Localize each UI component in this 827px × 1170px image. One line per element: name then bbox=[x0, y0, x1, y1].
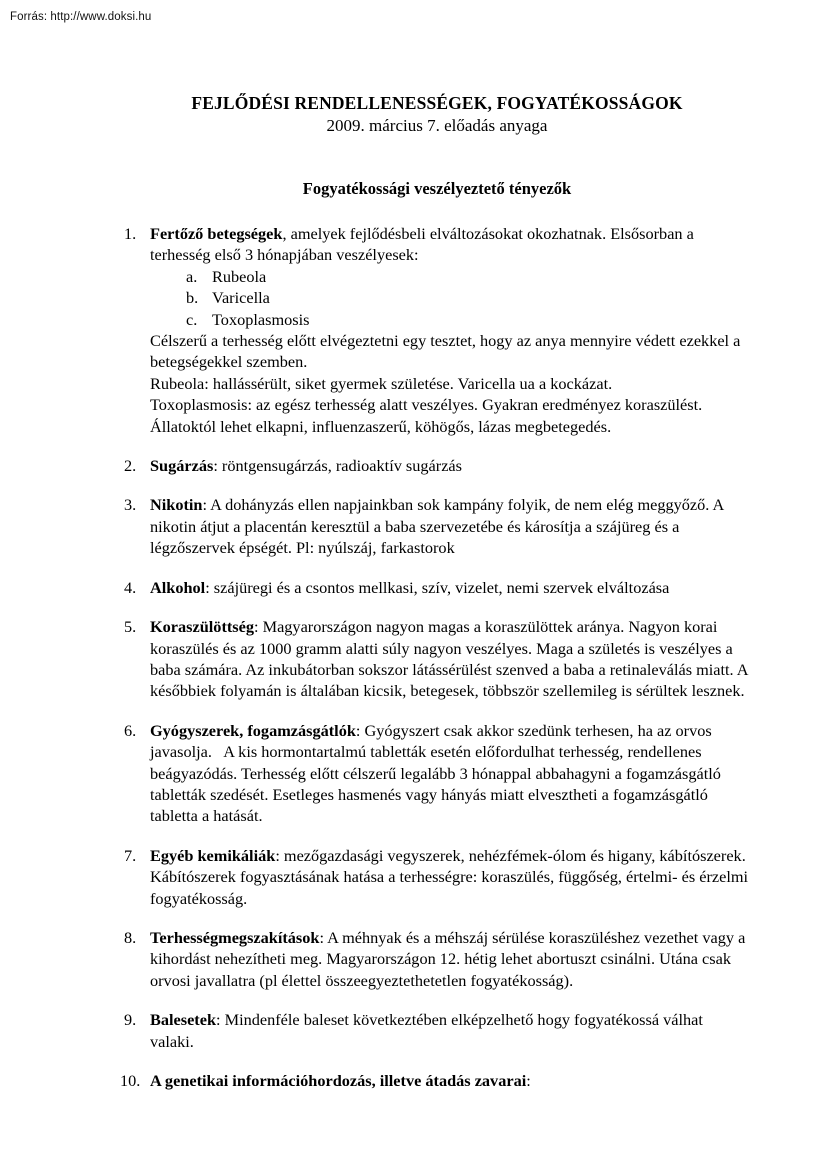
list-item-text: : szájüregi és a csontos mellkasi, szív, vizelet, nemi szervek elváltozása bbox=[205, 577, 670, 597]
list-item-number: 1. bbox=[124, 224, 137, 243]
list-item-number: 10. bbox=[120, 1071, 141, 1090]
list-item bbox=[124, 720, 750, 827]
sub-list-item bbox=[186, 266, 750, 287]
list-item-lead: Sugárzás bbox=[150, 456, 214, 476]
list-item-lead: Koraszülöttség bbox=[150, 617, 254, 637]
list-item-paragraph: Rubeola: hallássérült, siket gyermek születése. Varicella ua a kockázat. bbox=[150, 373, 613, 393]
sub-list-item-marker: c. bbox=[186, 309, 198, 329]
sub-list-item-marker: a. bbox=[186, 266, 198, 286]
list-item-number: 8. bbox=[124, 927, 137, 947]
list-item-lead: Egyéb kemikáliák bbox=[150, 845, 276, 865]
list-item bbox=[124, 927, 750, 991]
sub-list-item bbox=[186, 309, 750, 330]
source-url-header: Forrás: http://www.doksi.hu bbox=[10, 11, 152, 23]
list-item-lead: Nikotin bbox=[150, 495, 203, 515]
list-item-paragraph: Célszerű a terhesség előtt elvégeztetni egy tesztet, hogy az anya mennyire védett ezekkel a betegségekkel szemben. bbox=[150, 331, 741, 372]
list-item bbox=[124, 494, 750, 558]
list-item-lead: A genetikai információhordozás, illetve átadás zavarai bbox=[150, 1071, 527, 1090]
sub-list-item-label: Varicella bbox=[212, 288, 270, 308]
list-item-lead: Terhességmegszakítások bbox=[150, 927, 320, 947]
list-item-number: 6. bbox=[124, 720, 137, 740]
page-subtitle: 2009. március 7. előadás anyaga bbox=[326, 116, 548, 135]
list-item-text: : Mindenféle baleset következtében elképzelhető hogy fogyatékossá válhat valaki. bbox=[150, 1010, 703, 1051]
risk-factor-list bbox=[120, 200, 750, 1091]
sub-list-item-marker: b. bbox=[186, 288, 199, 308]
list-item-paragraph: Toxoplasmosis: az egész terhesség alatt veszélyes. Gyakran eredményez koraszülést. Állatoktól lehet elkapni, influenzaszerű, köhögős, lázas megbetegedés. bbox=[150, 395, 703, 436]
list-item-number: 2. bbox=[124, 456, 137, 476]
page-title: FEJLŐDÉSI RENDELLENESSÉGEK, FOGYATÉKOSSÁGOK bbox=[191, 93, 683, 113]
list-item-text: : Magyarországon nagyon magas a koraszülöttek aránya. Nagyon korai koraszülés és az 1000 gramm alatti súly nagyon veszélyes. Maga a születés is veszélyes a baba számára. Az inkubátorban sokszor látássérülést szenved a baba a retinaleválás miatt. A későbbiek folyamán is általában kicsik, betegesek, többször szellemileg is sérültek lesznek. bbox=[150, 617, 748, 701]
list-item-lead: Fertőző betegségek bbox=[150, 224, 283, 243]
list-item-text: : A dohányzás ellen napjainkban sok kampány folyik, de nem elég meggyőző. A nikotin átjut a placentán keresztül a baba szervezetébe és károsítja a szájüreg és a légzőszervek épségét. Pl: nyúlszáj, farkastorok bbox=[150, 495, 724, 558]
list-item-lead: Alkohol bbox=[150, 577, 206, 597]
list-item-text: : A méhnyak és a méhszáj sérülése koraszüléshez vezethet vagy a kihordást nehezítheti meg. Magyarországon 12. hétig lehet abortuszt csinálni. Utána csak orvosi javallatra (pl élettel összeegyeztethetetlen fogyatékosság). bbox=[150, 927, 746, 990]
list-item-number: 3. bbox=[124, 495, 137, 515]
list-item bbox=[124, 616, 750, 702]
list-item-text: : röntgensugárzás, radioaktív sugárzás bbox=[213, 456, 462, 476]
list-item-number: 4. bbox=[124, 577, 137, 597]
sub-list bbox=[150, 266, 750, 330]
list-item bbox=[120, 1070, 750, 1091]
list-item bbox=[124, 223, 750, 437]
list-item bbox=[124, 577, 750, 598]
list-item-number: 9. bbox=[124, 1010, 137, 1030]
list-item bbox=[124, 845, 750, 909]
list-item-text: : Gyógyszert csak akkor szedünk terhesen, ha az orvos javasolja. A kis hormontartalmú tabletták esetén előfordulhat terhesség, rendellenes beágyazódás. Terhesség előtt célszerű legalább 3 hónappal abbahagyni a fogamzásgátló tabletták szedését. Esetleges hasmenés vagy hányás miatt elvesztheti a fogamzásgátló tabletta a hatását. bbox=[150, 720, 725, 826]
sub-list-item-label: Toxoplasmosis bbox=[212, 309, 310, 329]
list-item-number: 5. bbox=[124, 617, 137, 637]
list-item-lead: Balesetek bbox=[150, 1010, 217, 1030]
list-item bbox=[124, 1009, 750, 1052]
list-item-text: , amelyek fejlődésbeli elváltozásokat okozhatnak. Elsősorban a terhesség első 3 hónapjában veszélyesek: bbox=[150, 224, 694, 265]
list-item bbox=[124, 455, 750, 476]
list-item-number: 7. bbox=[124, 845, 137, 865]
list-item-text: : mezőgazdasági vegyszerek, nehézfémek-ólom és higany, kábítószerek. Kábítószerek fogyasztásának hatása a terhességre: koraszülés, függőség, értelmi- és érzelmi fogyatékosság. bbox=[150, 845, 749, 908]
list-item-lead: Gyógyszerek, fogamzásgátlók bbox=[150, 720, 356, 740]
sub-list-item bbox=[186, 287, 750, 308]
section-heading: Fogyatékossági veszélyeztető tényezők bbox=[302, 179, 572, 198]
list-item-text: : bbox=[526, 1071, 531, 1090]
sub-list-item-label: Rubeola bbox=[212, 266, 267, 286]
